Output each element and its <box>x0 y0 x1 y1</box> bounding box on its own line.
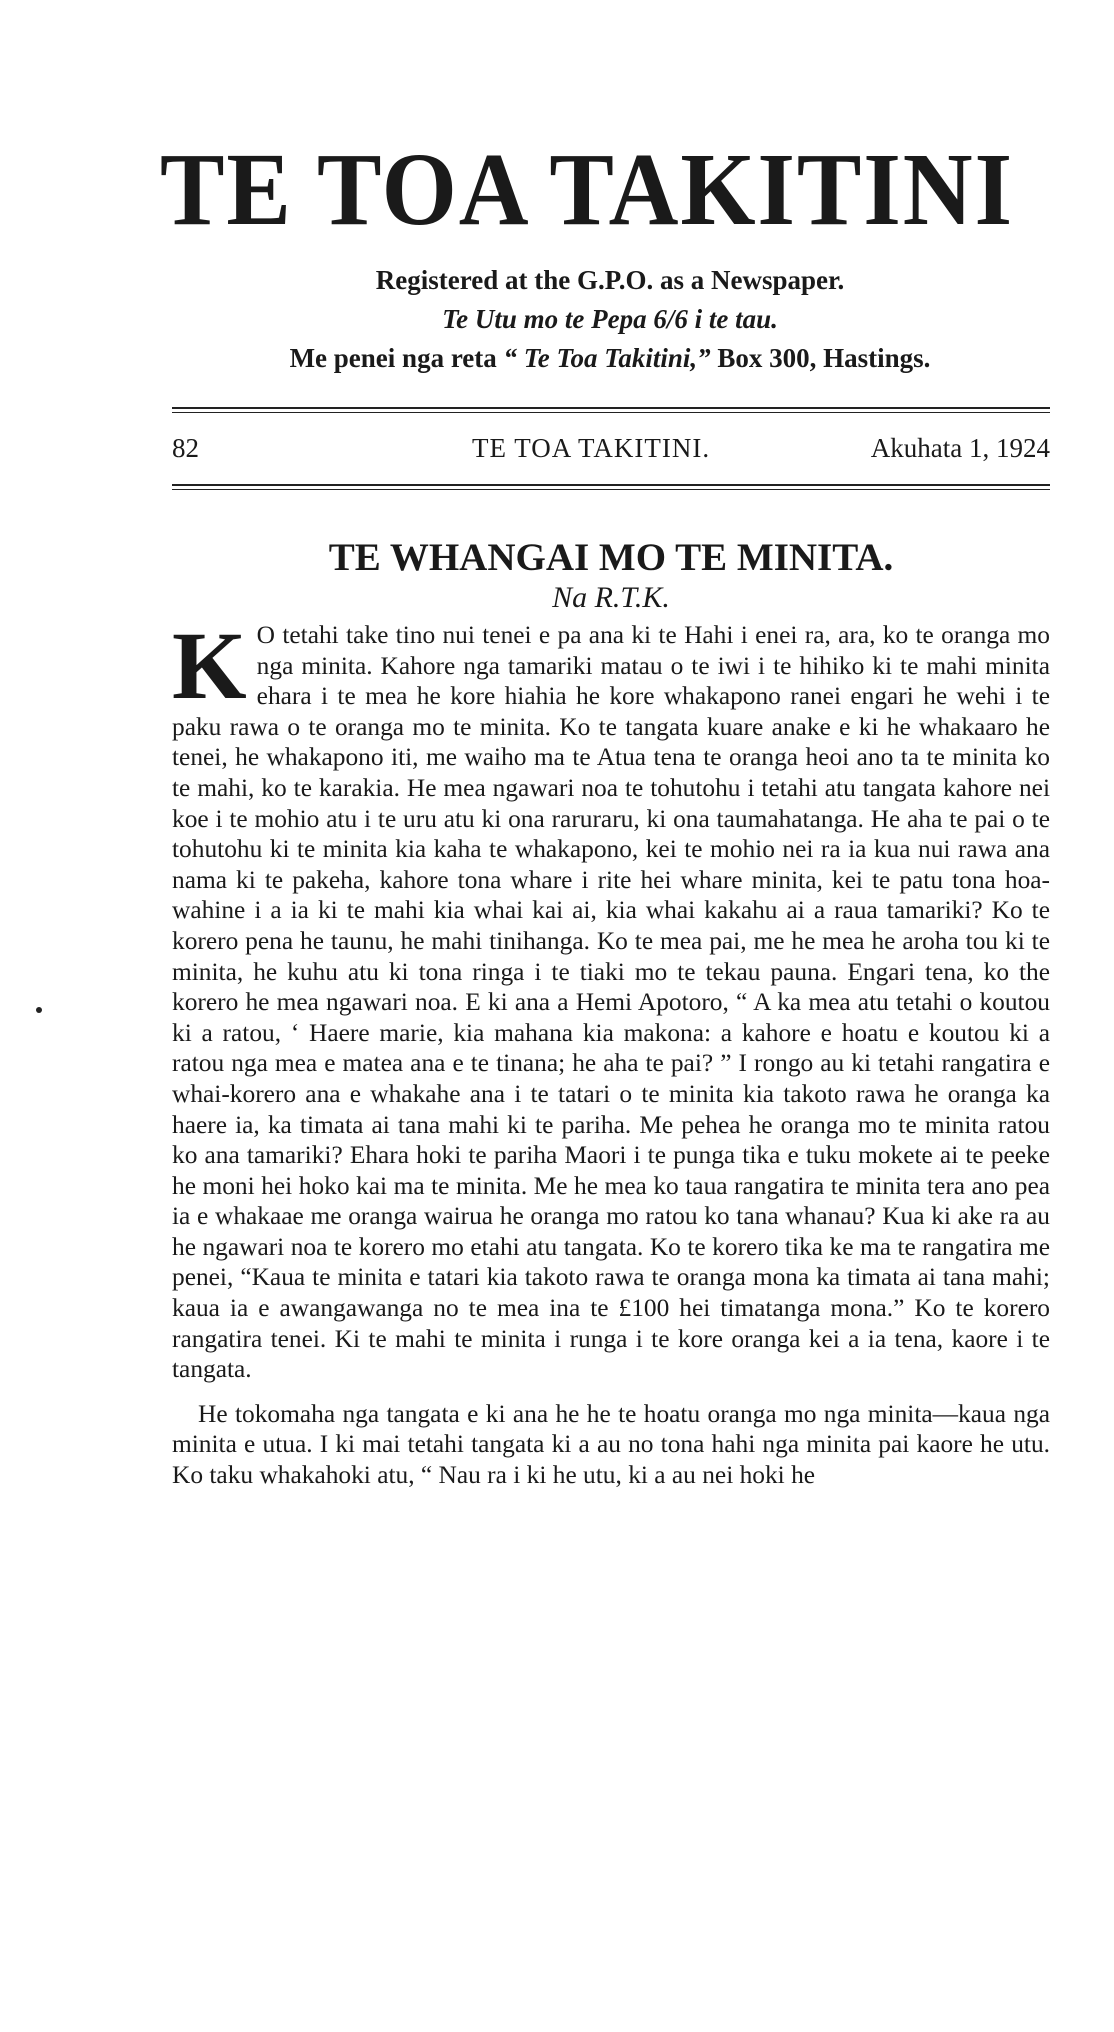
header-rule-top <box>172 484 1050 486</box>
registration-notice: Registered at the G.P.O. as a Newspaper. <box>375 265 845 295</box>
running-title: TE TOA TAKITINI. <box>472 433 711 463</box>
drop-cap: K <box>172 612 247 719</box>
address-paper-name: “ Te Toa Takitini,” <box>503 343 711 373</box>
article-byline: Na R.T.K. <box>552 581 670 614</box>
masthead-title: TE TOA TAKITINI <box>160 132 1014 247</box>
subscription-price: Te Utu mo te Pepa 6/6 i te tau. <box>442 304 778 334</box>
article-body <box>172 612 1050 1491</box>
margin-speck <box>36 1007 42 1013</box>
page-number: 82 <box>172 433 199 463</box>
masthead-rule-top <box>172 407 1050 409</box>
issue-date: Akuhata 1, 1924 <box>870 433 1050 463</box>
header-rule-bottom <box>172 489 1050 490</box>
address-box: Box 300, Hastings. <box>717 343 931 373</box>
postal-address <box>170 340 1050 376</box>
masthead-rule-bottom <box>172 412 1050 413</box>
address-prefix: Me penei nga reta <box>289 343 497 373</box>
article-title: TE WHANGAI MO TE MINITA. <box>328 536 894 579</box>
page-header <box>172 430 1050 466</box>
article-paragraph: He tokomaha nga tangata e ki ana he he te hoatu oranga mo nga minita—kaua nga minita e utua. I ki mai tetahi tangata ki a au no tona hahi nga minita pai kaore he utu. Ko taku whakahoki atu, “ Nau ra i ki he utu, ki a au nei hoki he <box>172 1399 1050 1490</box>
paragraph-text: O tetahi take tino nui tenei e pa ana ki te Hahi i enei ra, ara, ko te oranga mo nga minita. Kahore nga tamariki matau o te iwi i te hihiko ki te mahi minita ehara i te mea he kore hiahia he kore whakapono ranei engari he wehi i te paku rawa o te oranga mo te minita. Ko te tangata kuare anake e ki he whakaaro he tenei, he whakapono iti, me waiho ma te Atua tena te oranga heoi ano ta te minita ko te mahi, ko te karakia. He mea ngawari noa te tohutohu i tetahi atu tangata kahore nei koe i te mohio atu i te uru atu ki ona raruraru, ki ona taumahatanga. He aha te pai o te tohutohu ki te minita kia kaha te whakapono, kei te mohio nei ra ia kua nui rawa ana nama ki te pakeha, kahore tona whare i rite hei whare minita, kei te patu tona hoa-wahine i a ia ki te mahi kia whai kai ai, kia whai kakahu ai a raua tamariki? Ko te korero pena he taunu, he mahi tinihanga. Ko te mea pai, me he mea he aroha tou ki te minita, he kuhu atu ki tona ringa i te tiaki mo te tekau pauna. Engari tena, ko the korero he mea ngawari noa. E ki ana a Hemi Apotoro, “ A ka mea atu tetahi o koutou ki a ratou, ‘ Haere marie, kia mahana kia makona: a kahore e hoatu e koutou ki a ratou nga mea e matea ana e te tinana; he aha te pai? ” I rongo au ki tetahi rangatira e whai-korero ana e whakahe ana i te tatari o te minita kia takoto rawa he oranga ka haere ia, ka timata ai tana mahi ki te pariha. Me pehea he oranga mo te minita ratou ko ana tamariki? Ehara hoki te pariha Maori i te punga tika e tuku mokete ai te peeke he moni hei hoko kai ma te minita. Me he mea ko taua rangatira te minita tera ano pea ia e whakaae me oranga wairua he oranga mo ratou ko tana whanau? Kua ki ake ra au he ngawari noa te korero mo etahi atu tangata. Ko te korero tika ke ma te rangatira me penei, “Kaua te minita e tatari kia takoto rawa te oranga mona ka timata ai tana mahi; kaua ia e awangawanga no te mea ina te £100 hei timatanga mona.” Ko te korero rangatira tenei. Ki te mahi te minita i runga i te kore oranga kei a ia tena, kaore i te tangata. <box>172 621 1050 1384</box>
article-paragraph <box>172 612 1050 1385</box>
